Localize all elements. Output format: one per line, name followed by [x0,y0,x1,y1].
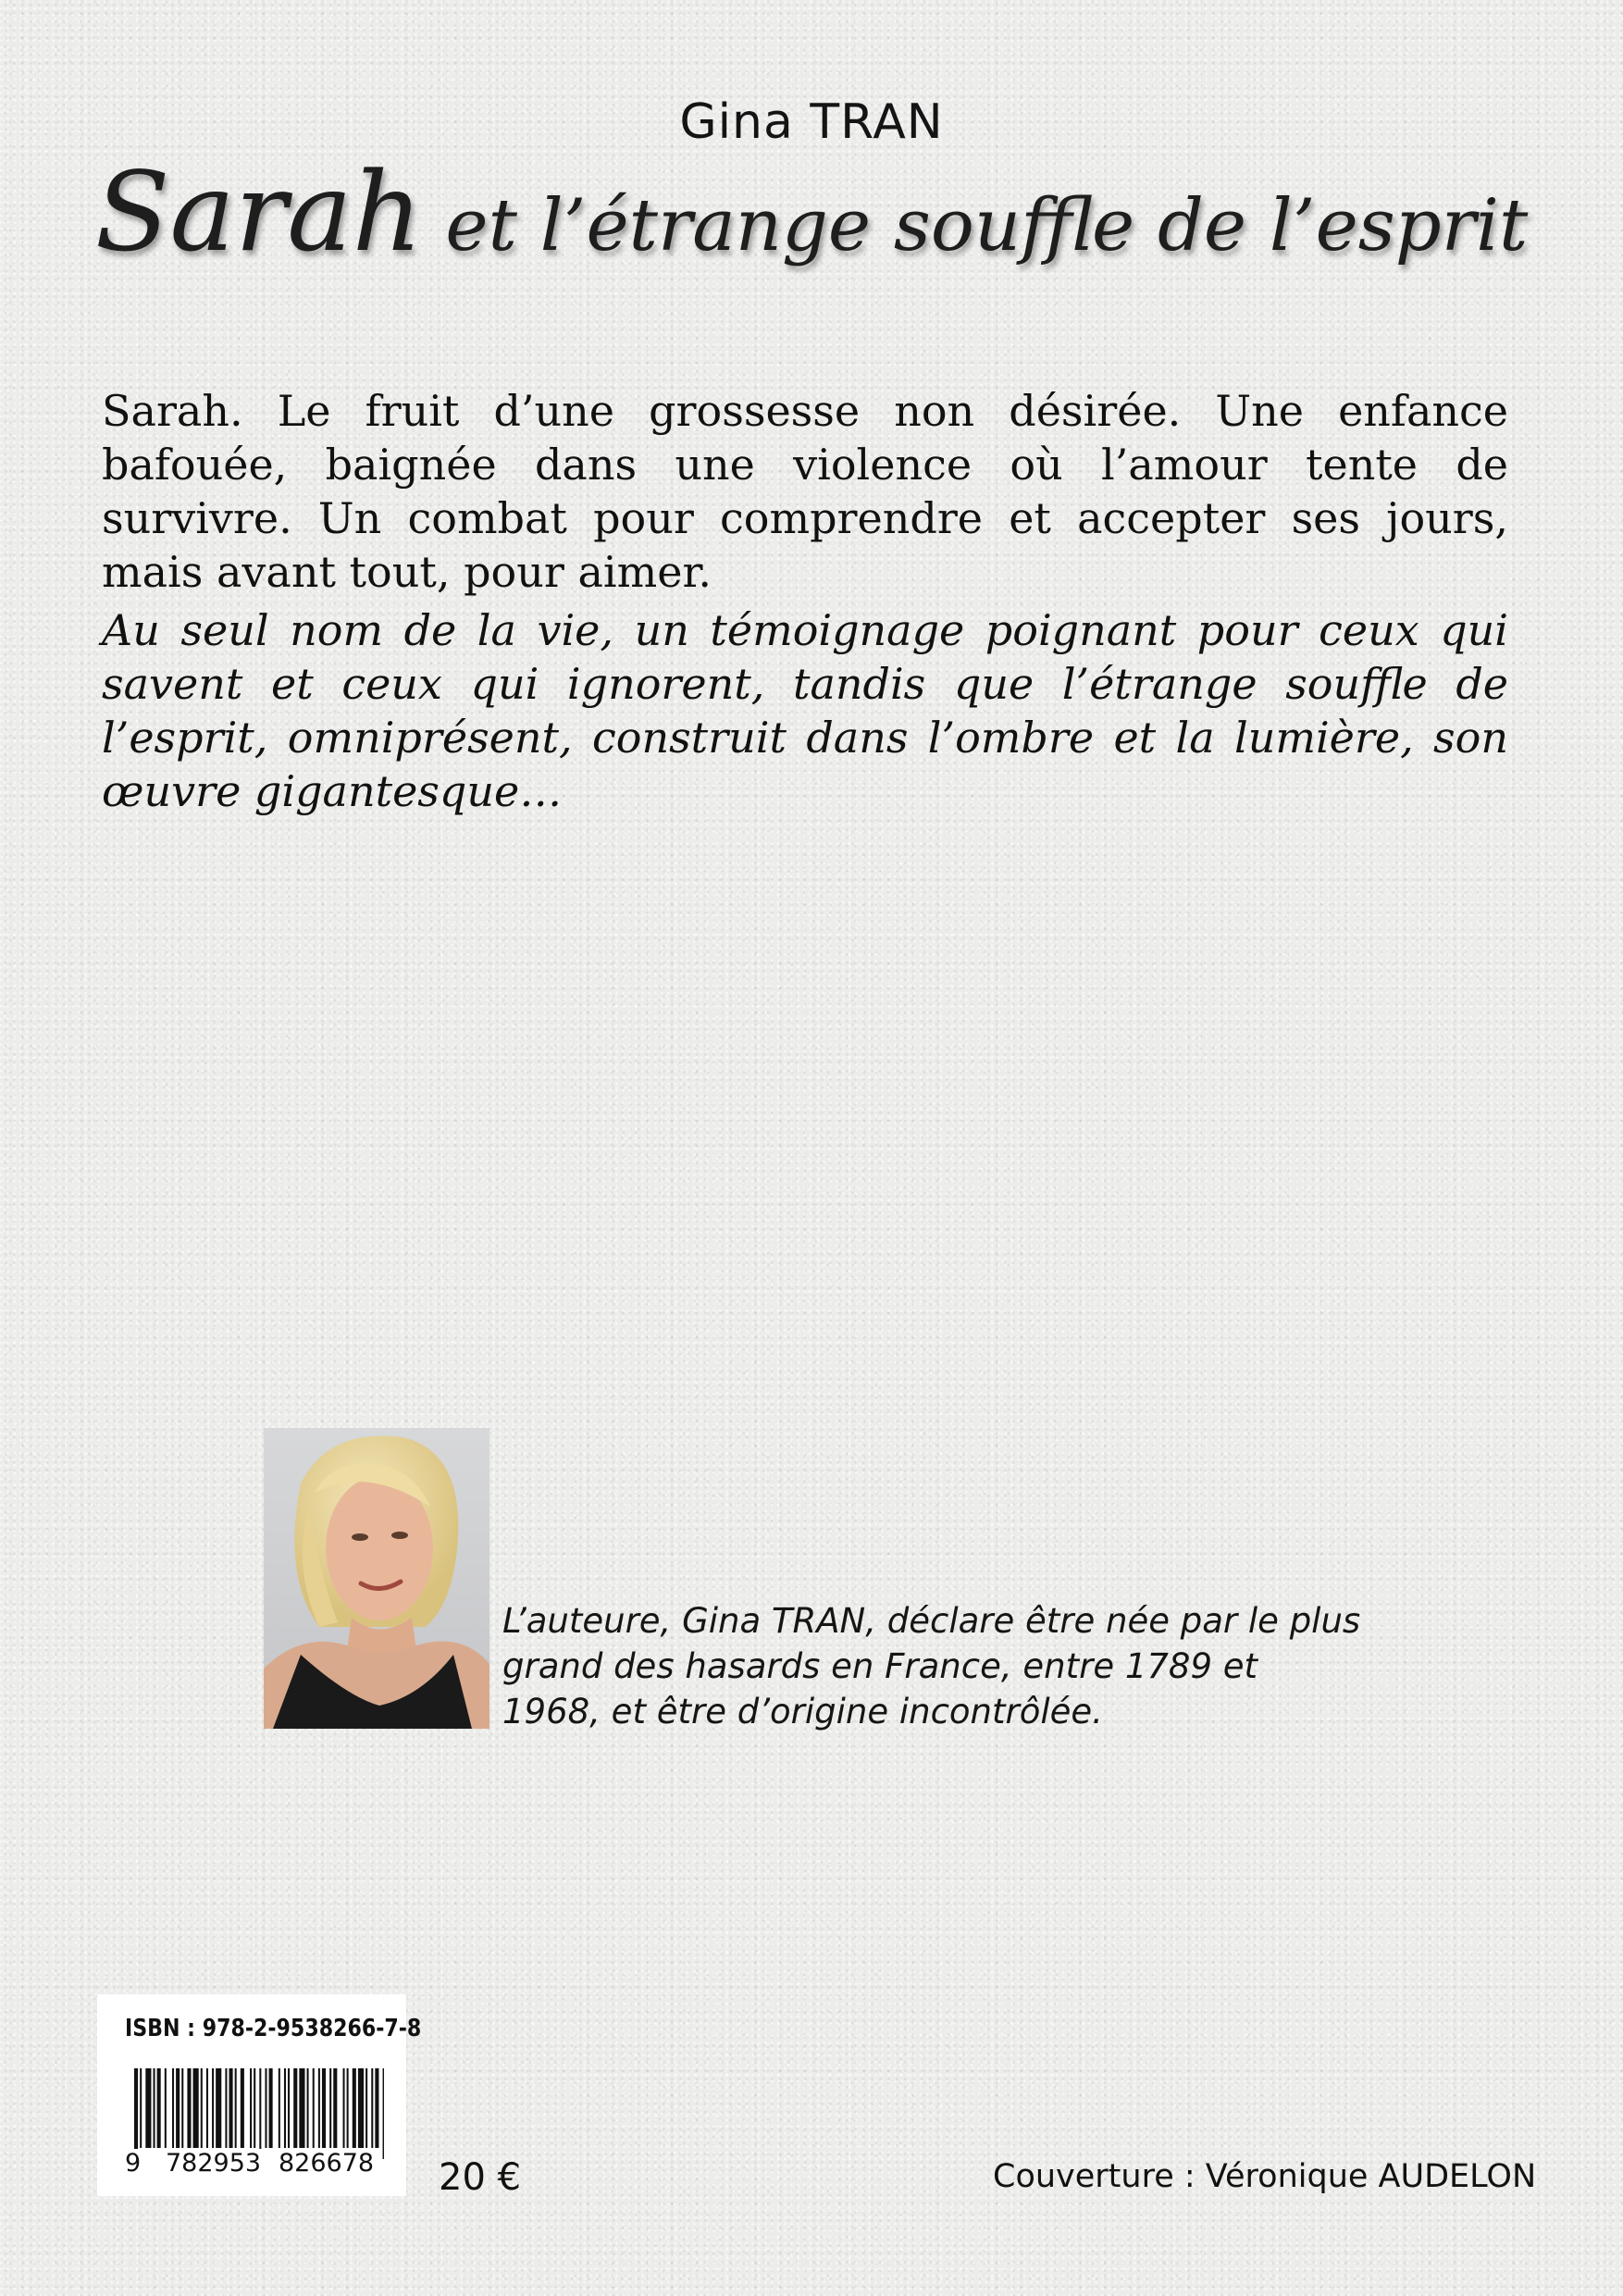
barcode-bar [299,2068,304,2148]
barcode-bar [318,2068,320,2148]
author-photo [264,1428,489,1729]
barcode-bar [172,2068,174,2148]
barcode-bar [269,2068,273,2148]
author-bio: L’auteure, Gina TRAN, déclare être née par le plus grand des hasards en France, entre 1789 et 1968, et être d’origine incontrôlée. [502,1601,1361,1731]
barcode-digit-first: 9 [125,2149,142,2178]
title-first-word: Sarah [94,148,423,276]
title-rest: et l’étrange souffle de l’esprit [422,184,1529,267]
barcode-bar [371,2068,373,2148]
barcode-bar [187,2068,191,2148]
barcode-bar [358,2068,364,2148]
isbn-barcode-block [97,1994,422,2196]
barcode-bar [293,2068,297,2148]
barcode-bar [265,2068,266,2148]
barcode-bar [157,2068,161,2148]
barcode-digits-group1: 782953 [162,2149,265,2178]
barcode-bar [193,2068,199,2148]
barcode-bar [225,2068,227,2148]
barcode-bar [235,2068,237,2148]
barcode-bar [365,2068,367,2148]
barcode-bar [322,2068,326,2148]
barcode-bar [307,2068,309,2148]
barcode-bar [259,2068,261,2159]
price-label: 20 € [439,2156,522,2199]
author-name-top: Gina TRAN [679,94,944,150]
barcode-bar [201,2068,203,2148]
barcode-bar [145,2068,151,2148]
book-title [0,148,1623,276]
barcode-bar [313,2068,315,2148]
barcode-bar [288,2068,290,2148]
barcode-bar [216,2068,221,2148]
barcode-bar [176,2068,180,2148]
barcode-bar [343,2068,345,2148]
barcode-bar [279,2068,280,2148]
barcode-bar [250,2068,252,2148]
barcode-bar [284,2068,286,2148]
barcode-bar [353,2068,356,2148]
cover-credit: Couverture : Véronique AUDELON [993,2158,1537,2195]
synopsis-paragraph: Sarah. Le fruit d’une grossesse non désirée. Une enfance bafouée, baignée dans une violence où l’amour tente de survivre. Un combat pour comprendre et accepter ses jours, mais avant tout, pour aimer. [102,386,1508,597]
barcode-digits-group2: 826678 [275,2149,378,2178]
barcode-bar [254,2068,255,2148]
barcode-bar [181,2068,183,2148]
tagline-paragraph: Au seul nom de la vie, un témoignage poignant pour ceux qui savent et ceux qui ignorent, tandis que l’étrange souffle de l’esprit, omniprésent, construit dans l’ombre et la lumière, son œuvre gigantesque… [102,605,1508,816]
barcode-image [134,2068,384,2159]
barcode-bar [229,2068,233,2148]
barcode-bar [329,2068,331,2148]
barcode-bar [140,2068,142,2148]
barcode-bar [333,2068,337,2148]
barcode-bar [165,2068,167,2148]
barcode-bar [154,2068,155,2148]
barcode-bar [347,2068,349,2148]
barcode-bar [212,2068,214,2148]
barcode-bar [383,2068,384,2159]
isbn-label: ISBN : 978-2-9538266-7-8 [125,2015,422,2042]
barcode-bar [375,2068,378,2148]
author-photo-image [264,1428,489,1729]
barcode-bar [241,2068,244,2148]
barcode-bar [134,2068,138,2159]
barcode-bar [206,2068,208,2148]
